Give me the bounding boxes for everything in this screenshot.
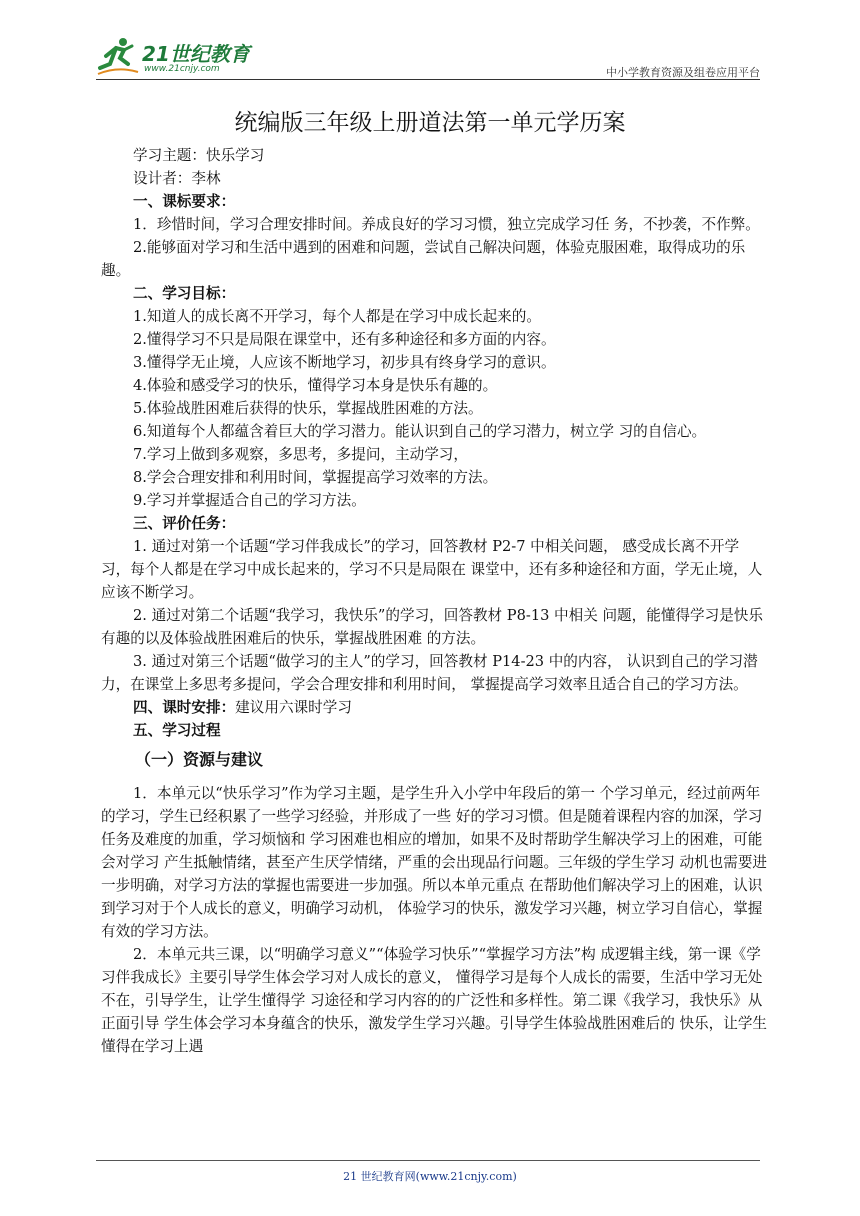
schedule-line: [101, 696, 767, 719]
goal-item: 7.学习上做到多观察，多思考，多提问，主动学习，: [133, 446, 468, 463]
goal-item: 8.学会合理安排和利用时间，掌握提高学习效率的方法。: [133, 469, 498, 486]
section-heading-process: 五、学习过程: [133, 722, 221, 739]
document-body: [101, 144, 767, 1058]
logo-url: www.21cnjy.com: [144, 64, 220, 74]
section-heading-standards: 一、课标要求：: [133, 193, 236, 210]
section-heading-schedule: 四、课时安排：: [133, 699, 236, 716]
evaluation-item: 1. 通过对第一个话题“学习伴我成长”的学习，回答教材 P2-7 中相关问题， 感受成长离不开学习，每个人都是在学习中成长起来的，学习不只是局限在 课堂中，还有多种途径和方面，学无止境，人应该不断学习。: [101, 538, 763, 601]
goal-item: 9.学习并掌握适合自己的学习方法。: [133, 492, 366, 509]
goal-item: 6.知道每个人都蕴含着巨大的学习潜力。能认识到自己的学习潜力，树立学 习的自信心。: [133, 423, 707, 440]
goal-item: 5.体验战胜困难后获得的快乐，掌握战胜困难的方法。: [133, 400, 483, 417]
runner-icon: [96, 34, 140, 78]
page-title: 统编版三年级上册道法第一单元学历案: [234, 110, 626, 136]
section-heading-evaluation: 三、评价任务：: [133, 515, 236, 532]
goal-item: 1.知道人的成长离不开学习，每个人都是在学习中成长起来的。: [133, 308, 541, 325]
evaluation-item: 3. 通过对第三个话题“做学习的主人”的学习，回答教材 P14-23 中的内容， 认识到自己的学习潜力，在课堂上多思考多提问，学会合理安排和利用时间， 掌握提高学习效率且适合自己的学习方法。: [101, 653, 758, 693]
standard-1: 1．珍惜时间，学习合理安排时间。养成良好的学习习惯，独立完成学习任 务，不抄袭，不作弊。: [133, 216, 760, 233]
section-heading-goals: 二、学习目标：: [133, 285, 236, 302]
logo-text: 21世纪教育: [142, 42, 250, 66]
standard-2: 2.能够面对学习和生活中遇到的困难和问题，尝试自己解决问题，体验克服困难，取得成功的乐趣。: [101, 239, 746, 279]
logo: [96, 34, 266, 80]
goal-item: 2.懂得学习不只是局限在课堂中，还有多种途径和多方面的内容。: [133, 331, 556, 348]
page-header: [96, 34, 760, 80]
page-footer: 21 世纪教育网(www.21cnjy.com): [343, 1170, 517, 1183]
footer-divider: [96, 1160, 760, 1161]
header-divider: [96, 79, 760, 80]
schedule-text: 建议用六课时学习: [235, 699, 352, 716]
goal-item: 3.懂得学无止境，人应该不断地学习，初步具有终身学习的意识。: [133, 354, 556, 371]
process-paragraph-2: 2．本单元共三课，以“明确学习意义”“体验学习快乐”“掌握学习方法”构 成逻辑主线，第一课《学习伴我成长》主要引导学生体会学习对人成长的意义， 懂得学习是每个人成长的需要，生活中学习无处不在，引导学生，让学生懂得学 习途径和学习内容的的广泛性和多样性。第二课《我学习，我快乐》从正面引导 学生体会学习本身蕴含的快乐，激发学生学习兴趣。引导学生体验战胜困难后的 快乐，让学生懂得在学习上遇: [101, 946, 768, 1055]
subsection-heading: （一）资源与建议: [135, 750, 264, 769]
process-paragraph-1: 1．本单元以“快乐学习”作为学习主题，是学生升入小学中年段后的第一 个学习单元，经过前两年的学习，学生已经积累了一些学习经验，并形成了一些 好的学习习惯。但是随着课程内容的加深，学习任务及难度的加重，学习烦恼和 学习困难也相应的增加，如果不及时帮助学生解决学习上的困难，可能会对学习 产生抵触情绪，甚至产生厌学情绪，严重的会出现品行问题。三年级的学生学习 动机也需要进一步明确，对学习方法的掌握也需要进一步加强。所以本单元重点 在帮助他们解决学习上的困难，认识到学习对于个人成长的意义，明确学习动机， 体验学习的快乐，激发学习兴趣，树立学习自信心，掌握有效的学习方法。: [101, 785, 768, 940]
goal-item: 4.体验和感受学习的快乐，懂得学习本身是快乐有趣的。: [133, 377, 498, 394]
designer-line: 设计者：李林: [133, 170, 221, 187]
topic-line: 学习主题：快乐学习: [133, 147, 265, 164]
evaluation-item: 2. 通过对第二个话题“我学习，我快乐”的学习，回答教材 P8-13 中相关 问题，能懂得学习是快乐有趣的以及体验战胜困难后的快乐，掌握战胜困难 的方法。: [101, 607, 763, 647]
platform-name: 中小学教育资源及组卷应用平台: [606, 66, 760, 79]
